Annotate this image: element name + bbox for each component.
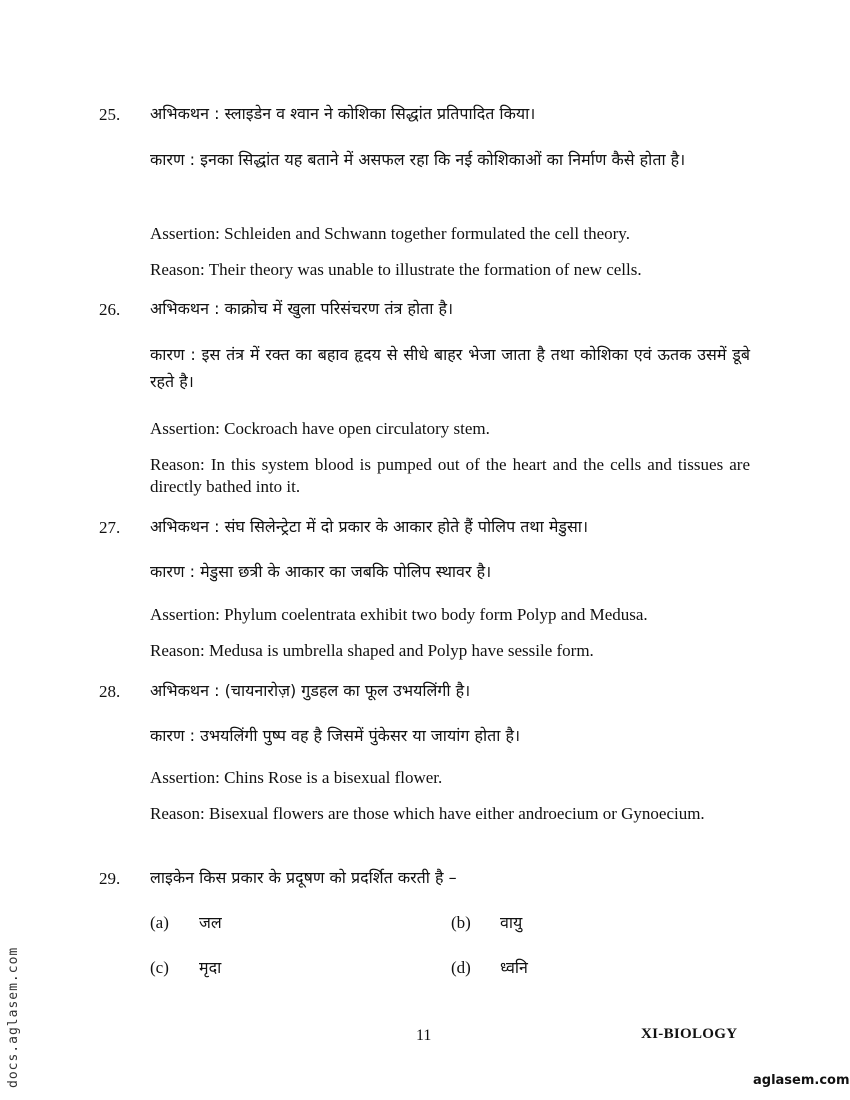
- reason-hindi: कारण : उभयलिंगी पुष्प वह है जिसमें पुंकेसर या जायांग होता है।: [150, 726, 521, 745]
- question-number: 25.: [99, 105, 121, 124]
- option-label: (b): [451, 913, 471, 932]
- option-text: मृदा: [199, 958, 222, 977]
- assertion-english: Assertion: Chins Rose is a bisexual flower.: [150, 768, 443, 787]
- reason-english: Reason: Their theory was unable to illustrate the formation of new cells.: [150, 260, 642, 279]
- question-text-hindi: लाइकेन किस प्रकार के प्रदूषण को प्रदर्शित करती है –: [150, 868, 457, 887]
- question-number: 29.: [99, 869, 121, 888]
- reason-hindi: कारण : इनका सिद्धांत यह बताने में असफल रहा कि नई कोशिकाओं का निर्माण कैसे होता है।: [150, 150, 686, 169]
- option-text: ध्वनि: [500, 958, 528, 977]
- assertion-hindi: अभिकथन : संघ सिलेन्ट्रेटा में दो प्रकार के आकार होते हैं पोलिप तथा मेडुसा।: [150, 517, 589, 536]
- corner-watermark: aglasem.com: [753, 1073, 850, 1088]
- question-number: 28.: [99, 682, 121, 701]
- assertion-hindi: अभिकथन : (चायनारोज़) गुडहल का फूल उभयलिंगी है।: [150, 681, 471, 700]
- option-label: (a): [150, 913, 169, 932]
- assertion-hindi: अभिकथन : स्लाइडेन व श्वान ने कोशिका सिद्धांत प्रतिपादित किया।: [150, 104, 536, 123]
- option-label: (d): [451, 958, 471, 977]
- subject-label: XI-BIOLOGY: [641, 1026, 738, 1042]
- page-number: 11: [416, 1027, 432, 1044]
- assertion-hindi: अभिकथन : काक्रोच में खुला परिसंचरण तंत्र होता है।: [150, 299, 454, 318]
- option-text: जल: [199, 913, 222, 932]
- reason-hindi: कारण : इस तंत्र में रक्त का बहाव हृदय से सीधे बाहर भेजा जाता है तथा कोशिका एवं ऊतक उसमें डूबे रहते है।: [150, 345, 750, 391]
- reason-english: Reason: Medusa is umbrella shaped and Polyp have sessile form.: [150, 641, 594, 660]
- assertion-english: Assertion: Schleiden and Schwann together formulated the cell theory.: [150, 224, 630, 243]
- reason-english: Reason: Bisexual flowers are those which have either androecium or Gynoecium.: [150, 804, 705, 823]
- option-label: (c): [150, 958, 169, 977]
- question-number: 26.: [99, 300, 121, 319]
- reason-hindi: कारण : मेडुसा छत्री के आकार का जबकि पोलिप स्थावर है।: [150, 562, 492, 581]
- assertion-english: Assertion: Cockroach have open circulatory stem.: [150, 419, 490, 438]
- reason-english: Reason: In this system blood is pumped out of the heart and the cells and tissues are directly bathed into it.: [150, 455, 750, 496]
- question-number: 27.: [99, 518, 121, 537]
- option-text: वायु: [500, 913, 523, 932]
- assertion-english: Assertion: Phylum coelentrata exhibit two body form Polyp and Medusa.: [150, 605, 648, 624]
- side-watermark: docs.aglasem.com: [6, 946, 21, 1088]
